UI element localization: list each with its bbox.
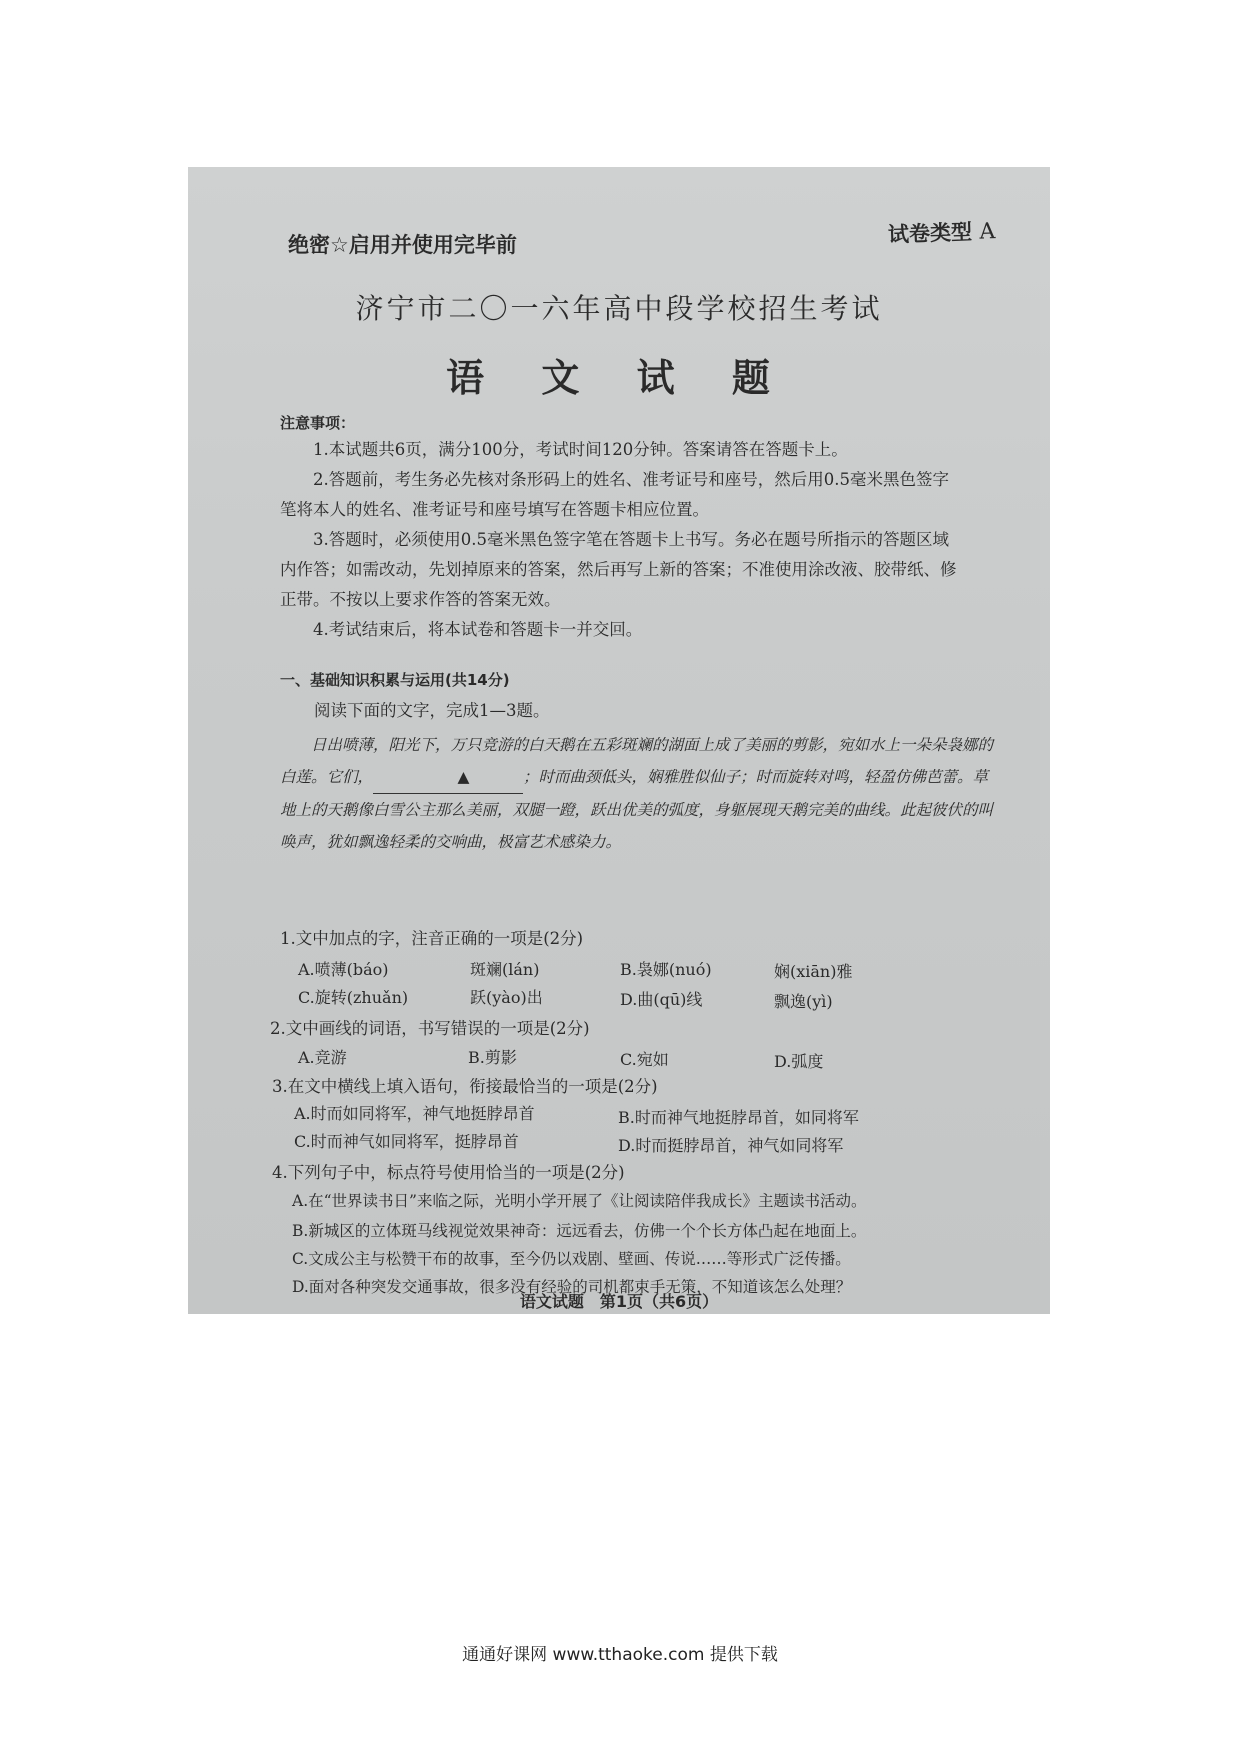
confidential-label: 绝密☆启用并使用完毕前 xyxy=(288,233,517,257)
passage-text-2: ；时而曲颈低头，娴雅胜似仙子；时而旋转对鸣，轻盈仿佛芭蕾。草地上的天鹅像白雪公主那么美丽，双腿一蹬，跃出优美的弧度，身躯展现天鹅完美的曲线。此起彼伏的叫唤声，犹如飘逸轻柔的交响曲，极富艺术感染力。 xyxy=(280,768,994,851)
exam-photo xyxy=(188,167,1050,1314)
q1-option: C.旋转(zhuǎn) xyxy=(298,988,409,1007)
q3-option: B.时而神气地挺脖昂首，如同将军 xyxy=(618,1108,859,1127)
q4-option: A.在“世界读书日”来临之际，光明小学开展了《让阅读陪伴我成长》主题读书活动。 xyxy=(292,1192,867,1210)
q2-option: C.宛如 xyxy=(620,1050,669,1069)
paper-type xyxy=(888,215,996,249)
q3-option: D.时而挺脖昂首，神气如同将军 xyxy=(618,1136,844,1155)
passage-text-1: 日出喷薄，阳光下，万只竞游的白天鹅在五彩斑斓的湖面上成了美丽的剪影，宛如水上一朵朵袅娜的白莲。它们， xyxy=(280,736,994,786)
notice-item: 2.答题前，考生务必先核对条形码上的姓名、准考证号和座号，然后用0.5毫米黑色签字笔将本人的姓名、准考证号和座号填写在答题卡相应位置。 xyxy=(280,470,949,519)
q3-option: C.时而神气如同将军，挺脖昂首 xyxy=(294,1132,519,1151)
question-1-stem: 1.文中加点的字，注音正确的一项是(2分) xyxy=(280,929,584,948)
q1-option: 跃(yào)出 xyxy=(470,988,543,1007)
notice-heading: 注意事项： xyxy=(280,414,356,432)
subject-title: 语 文 试 题 xyxy=(446,355,792,400)
reading-passage xyxy=(280,729,1000,858)
notice-item: 4.考试结束后，将本试卷和答题卡一并交回。 xyxy=(313,620,643,639)
q1-option: A.喷薄(báo) xyxy=(298,960,389,979)
notice-list xyxy=(280,435,960,645)
notice-item: 3.答题时，必须使用0.5毫米黑色签字笔在答题卡上书写。务必在题号所指示的答题区域内作答；如需改动，先划掉原来的答案，然后再写上新的答案；不准使用涂改液、胶带纸、修正带。不按以上要求作答的答案无效。 xyxy=(280,530,957,609)
question-4-stem: 4.下列句子中，标点符号使用恰当的一项是(2分) xyxy=(272,1163,625,1182)
blank-triangle-icon: ▲ xyxy=(457,768,470,786)
download-watermark: 通通好课网 www.tthaoke.com 提供下载 xyxy=(462,1645,778,1665)
page-footer: 语文试题 第1页（共6页） xyxy=(519,1292,719,1311)
q1-option: D.曲(qū)线 xyxy=(620,990,703,1009)
paper-type-letter: A xyxy=(978,219,996,245)
q4-option: D.面对各种突发交通事故，很多没有经验的司机都束手无策，不知道该怎么处理？ xyxy=(292,1278,852,1296)
q1-option: B.袅娜(nuó) xyxy=(620,960,712,979)
question-3-stem: 3.在文中横线上填入语句，衔接最恰当的一项是(2分) xyxy=(272,1077,658,1096)
q2-option: B.剪影 xyxy=(468,1048,517,1067)
q1-option: 飘逸(yì) xyxy=(774,992,833,1011)
q1-option: 娴(xiān)雅 xyxy=(774,962,853,981)
section-heading: 一、基础知识积累与运用(共14分) xyxy=(280,671,510,689)
q3-option: A.时而如同将军，神气地挺脖昂首 xyxy=(294,1104,535,1123)
q2-option: D.弧度 xyxy=(774,1052,824,1071)
paper-type-label: 试卷类型 xyxy=(887,219,973,247)
notice-item: 1.本试题共6页，满分100分，考试时间120分钟。答案请答在答题卡上。 xyxy=(313,440,848,459)
reading-instruction: 阅读下面的文字，完成1—3题。 xyxy=(314,701,550,720)
exam-title: 济宁市二〇一六年高中段学校招生考试 xyxy=(355,292,883,325)
q4-option: C.文成公主与松赞干布的故事，至今仍以戏剧、壁画、传说……等形式广泛传播。 xyxy=(292,1250,851,1268)
q4-option: B.新城区的立体斑马线视觉效果神奇：远远看去，仿佛一个个长方体凸起在地面上。 xyxy=(292,1222,867,1240)
q1-option: 斑斓(lán) xyxy=(470,960,540,979)
q2-option: A.竞游 xyxy=(298,1048,347,1067)
question-2-stem: 2.文中画线的词语，书写错误的一项是(2分) xyxy=(270,1019,590,1038)
fill-blank xyxy=(373,761,523,794)
